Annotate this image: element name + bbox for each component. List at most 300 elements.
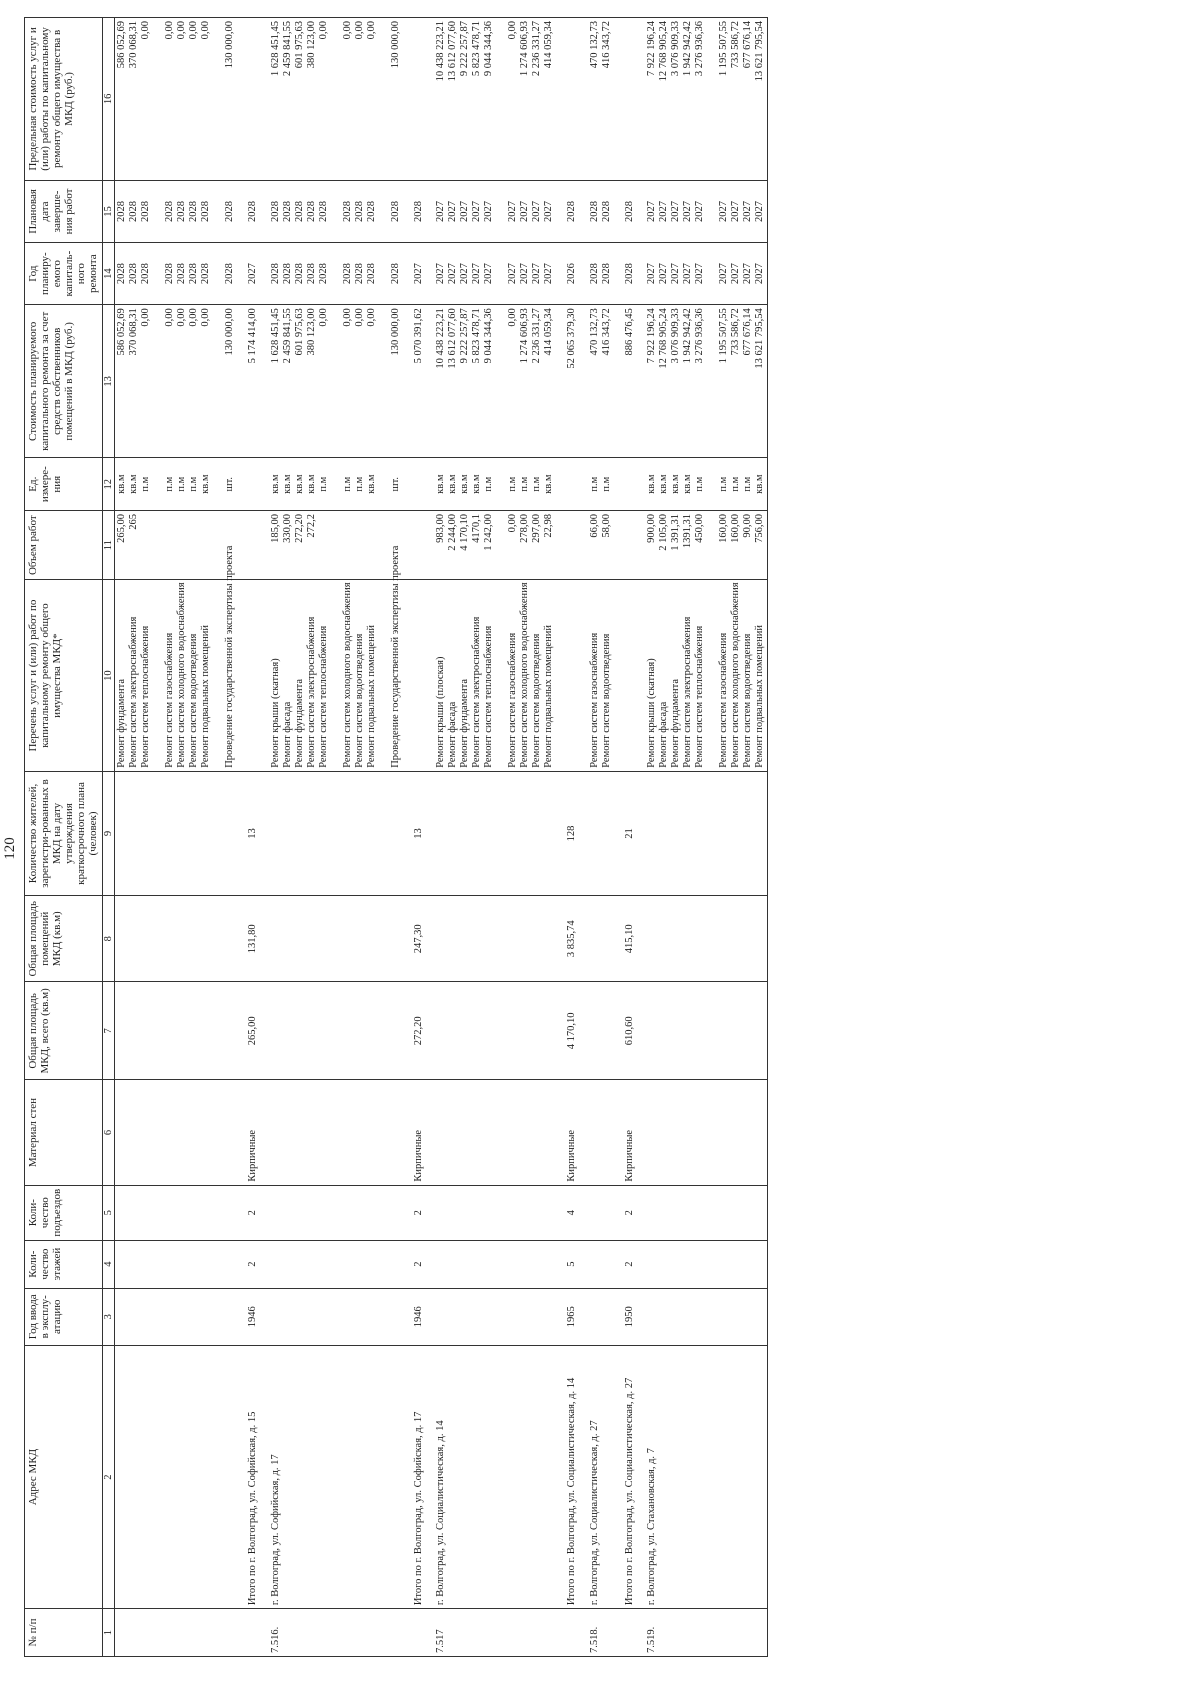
plan-year-cell-line: 2027 bbox=[694, 263, 706, 285]
volume-cell bbox=[556, 511, 588, 580]
empty-cell bbox=[115, 1609, 238, 1657]
unit-cell-line: кв.м bbox=[116, 474, 128, 494]
cost-cell-line bbox=[330, 308, 342, 454]
area-total-cell: 610,60 bbox=[614, 982, 646, 1080]
plan-year-cell-line: 2028 bbox=[588, 263, 600, 285]
end-year-cell-line bbox=[378, 184, 390, 239]
end-year-cell-line: 2028 bbox=[365, 200, 377, 222]
volume-cell-line: 2 105,00 bbox=[658, 514, 670, 551]
works-row bbox=[434, 18, 556, 1657]
volume-cell-line bbox=[495, 514, 507, 576]
works-cell bbox=[556, 580, 588, 771]
plan-year-cell-line: 2027 bbox=[435, 263, 447, 285]
plan-year-cell-line: 2028 bbox=[269, 263, 281, 285]
end-year-cell-line: 2027 bbox=[694, 200, 706, 222]
column-number: 12 bbox=[102, 458, 115, 511]
end-year-cell-line: 2028 bbox=[588, 200, 600, 222]
volume-cell-line: 90,00 bbox=[742, 514, 754, 538]
end-year-cell-line bbox=[706, 184, 718, 239]
end-year-cell-line: 2028 bbox=[389, 200, 401, 222]
plan-year-cell bbox=[434, 243, 556, 305]
column-number: 1 bbox=[102, 1609, 115, 1657]
end-year-cell bbox=[115, 180, 238, 242]
plan-year-cell-line: 2027 bbox=[658, 263, 670, 285]
limit-cell-line bbox=[152, 21, 164, 177]
limit-cell-line: 0,00 bbox=[341, 21, 353, 40]
cost-cell-line bbox=[495, 308, 507, 454]
cost-cell bbox=[115, 305, 238, 458]
volume-cell bbox=[237, 511, 269, 580]
works-cell-line bbox=[495, 583, 507, 767]
end-year-cell-line: 2028 bbox=[164, 200, 176, 222]
empty-cell bbox=[434, 982, 556, 1080]
num-cell bbox=[614, 1609, 646, 1657]
end-year-cell: 2028 bbox=[556, 180, 588, 242]
unit-cell-line: кв.м bbox=[128, 474, 140, 494]
limit-cell-line: 0,00 bbox=[507, 21, 519, 40]
end-year-cell-line: 2028 bbox=[293, 200, 305, 222]
volume-cell-line: 160,00 bbox=[718, 514, 730, 543]
end-year-cell: 2028 bbox=[403, 180, 435, 242]
cost-cell: 5 174 414,00 bbox=[237, 305, 269, 458]
end-year-cell-line: 2028 bbox=[305, 200, 317, 222]
end-year-cell-line: 2027 bbox=[543, 200, 555, 222]
volume-cell-line: 265 bbox=[128, 514, 140, 530]
column-header: Предельная стоимость услуг и (или) работы по капитальному ремонту общего имущества в МКД (руб.) bbox=[25, 18, 103, 181]
limit-cell-line: 9 044 344,36 bbox=[483, 21, 495, 77]
cost-cell-line: 0,00 bbox=[353, 308, 365, 327]
works-cell-line: Ремонт подвальных помещений bbox=[543, 625, 555, 768]
unit-cell-line bbox=[495, 461, 507, 507]
column-number: 2 bbox=[102, 1345, 115, 1608]
limit-cell-line: 3 276 936,36 bbox=[694, 21, 706, 77]
unit-cell-line bbox=[378, 461, 390, 507]
end-year-cell-line bbox=[330, 184, 342, 239]
cost-cell-line bbox=[152, 308, 164, 454]
limit-cell-line: 677 676,14 bbox=[742, 21, 754, 69]
cost-cell-line: 5 823 478,71 bbox=[471, 308, 483, 364]
column-header: № п/п bbox=[25, 1609, 103, 1657]
floors-cell: 2 bbox=[403, 1240, 435, 1288]
end-year-cell-line: 2028 bbox=[341, 200, 353, 222]
works-cell-line: Ремонт крыши (скатная) bbox=[269, 658, 281, 768]
area-total-cell: 4 170,10 bbox=[556, 982, 588, 1080]
residents-cell: 13 bbox=[237, 771, 269, 895]
cost-cell-line: 9 222 257,87 bbox=[459, 308, 471, 364]
unit-cell-line: кв.м bbox=[658, 474, 670, 494]
cost-cell-line: 0,00 bbox=[188, 308, 200, 327]
volume-cell-line bbox=[140, 514, 152, 576]
walls-cell: Кирпичные bbox=[614, 1080, 646, 1185]
end-year-cell-line: 2027 bbox=[531, 200, 543, 222]
unit-cell-line: п.м bbox=[341, 476, 353, 492]
works-cell-line bbox=[706, 583, 718, 767]
plan-year-cell bbox=[588, 243, 614, 305]
cost-cell-line: 586 052,69 bbox=[116, 308, 128, 356]
works-cell bbox=[434, 580, 556, 771]
plan-year-cell-line: 2027 bbox=[519, 263, 531, 285]
unit-cell-line: п.м bbox=[353, 476, 365, 492]
unit-cell-line bbox=[330, 461, 342, 507]
column-number: 15 bbox=[102, 180, 115, 242]
works-cell bbox=[645, 580, 768, 771]
column-number: 6 bbox=[102, 1080, 115, 1185]
area-total-cell: 265,00 bbox=[237, 982, 269, 1080]
end-year-cell-line: 2027 bbox=[754, 200, 766, 222]
plan-year-cell-line: 2028 bbox=[281, 263, 293, 285]
column-header: Количество жителей, зарегистри-рованных в МКД на дату утверждения краткосрочного плана (человек) bbox=[25, 771, 103, 895]
address-cell: Итого по г. Волгоград, ул. Софийская, д. 15 bbox=[237, 1345, 269, 1608]
cost-cell-line: 2 236 331,27 bbox=[531, 308, 543, 364]
limit-cell-line: 733 586,72 bbox=[730, 21, 742, 69]
empty-cell bbox=[434, 1185, 556, 1240]
cost-cell-line: 1 628 451,45 bbox=[269, 308, 281, 364]
works-cell bbox=[269, 545, 403, 771]
end-year-cell-line: 2028 bbox=[269, 200, 281, 222]
address-cell: г. Волгоград, ул. Социалистическая, д. 27 bbox=[588, 1345, 614, 1608]
walls-cell: Кирпичные bbox=[403, 1080, 435, 1185]
unit-cell-line: кв.м bbox=[200, 474, 212, 494]
unit-cell-line: кв.м bbox=[459, 474, 471, 494]
unit-cell bbox=[434, 458, 556, 511]
limit-cell bbox=[614, 18, 646, 181]
cost-cell-line: 2 459 841,55 bbox=[281, 308, 293, 364]
works-cell-line: Ремонт систем электроснабжения bbox=[305, 616, 317, 768]
empty-cell bbox=[645, 1240, 768, 1288]
works-cell-line: Ремонт систем теплоснабжения bbox=[140, 625, 152, 768]
num-cell bbox=[403, 1609, 435, 1657]
limit-cell-line: 13 612 077,60 bbox=[447, 21, 459, 82]
end-year-cell-line: 2027 bbox=[670, 200, 682, 222]
works-cell-line: Ремонт систем холодного водоснабжения bbox=[730, 582, 742, 768]
floors-cell: 2 bbox=[614, 1240, 646, 1288]
address-cell: Итого по г. Волгоград, ул. Социалистическая, д. 14 bbox=[556, 1345, 588, 1608]
unit-cell-line: шт. bbox=[224, 476, 236, 492]
plan-year-cell-line: 2028 bbox=[176, 263, 188, 285]
limit-cell-line: 5 823 478,71 bbox=[471, 21, 483, 77]
unit-cell-line: кв.м bbox=[447, 474, 459, 494]
cost-cell-line: 470 132,73 bbox=[588, 308, 600, 356]
plan-year-cell: 2027 bbox=[237, 243, 269, 305]
year-cell: 1965 bbox=[556, 1288, 588, 1345]
volume-cell-line: 4170,1 bbox=[471, 514, 483, 543]
works-cell-line: Ремонт систем электроснабжения bbox=[128, 616, 140, 768]
plan-year-cell-line: 2027 bbox=[459, 263, 471, 285]
works-cell-line: Ремонт систем холодного водоснабжения bbox=[176, 582, 188, 768]
empty-cell bbox=[588, 1185, 614, 1240]
volume-cell-line: 297,00 bbox=[531, 514, 543, 543]
num-cell: 7.518. bbox=[588, 1609, 614, 1657]
column-number: 8 bbox=[102, 896, 115, 982]
works-cell-line: Ремонт систем водоотведения bbox=[531, 633, 543, 768]
column-number: 13 bbox=[102, 305, 115, 458]
limit-cell-line: 0,00 bbox=[188, 21, 200, 40]
empty-cell bbox=[434, 1080, 556, 1185]
capital-repair-table bbox=[24, 17, 768, 1657]
column-header: Коли-чество этажей bbox=[25, 1240, 103, 1288]
works-cell-line: Ремонт фундамента bbox=[670, 678, 682, 768]
end-year-cell bbox=[434, 180, 556, 242]
plan-year-cell-line: 2027 bbox=[646, 263, 658, 285]
unit-cell-line: кв.м bbox=[543, 474, 555, 494]
cost-cell-line: 1 942 942,42 bbox=[682, 308, 694, 364]
end-year-cell-line: 2027 bbox=[471, 200, 483, 222]
limit-cell-line: 2 459 841,55 bbox=[281, 21, 293, 77]
works-cell-line bbox=[330, 583, 342, 767]
end-year-cell-line bbox=[212, 184, 224, 239]
empty-cell bbox=[269, 1288, 403, 1345]
volume-cell-line: 1391,31 bbox=[682, 514, 694, 549]
volume-cell-line bbox=[164, 514, 176, 576]
unit-cell-line: кв.м bbox=[281, 474, 293, 494]
num-cell: 7.517 bbox=[434, 1609, 556, 1657]
end-year-cell-line: 2027 bbox=[519, 200, 531, 222]
cost-cell-line: 13 612 077,60 bbox=[447, 308, 459, 369]
limit-cell-line: 380 123,00 bbox=[305, 21, 317, 69]
limit-cell-line: 0,00 bbox=[317, 21, 329, 40]
year-cell: 1946 bbox=[403, 1288, 435, 1345]
plan-year-cell-line: 2028 bbox=[116, 263, 128, 285]
total-row bbox=[403, 18, 435, 1657]
cost-cell-line: 370 068,31 bbox=[128, 308, 140, 356]
end-year-cell-line: 2027 bbox=[742, 200, 754, 222]
entrances-cell: 2 bbox=[403, 1185, 435, 1240]
empty-cell bbox=[645, 896, 768, 982]
volume-cell-line bbox=[706, 514, 718, 576]
empty-cell bbox=[115, 1185, 238, 1240]
limit-cell-line: 586 052,69 bbox=[116, 21, 128, 69]
empty-cell bbox=[269, 771, 403, 895]
num-cell: 7.516. bbox=[269, 1609, 403, 1657]
empty-cell bbox=[645, 1288, 768, 1345]
area-total-cell: 272,20 bbox=[403, 982, 435, 1080]
plan-year-cell: 2027 bbox=[403, 243, 435, 305]
unit-cell-line: п.м bbox=[531, 476, 543, 492]
works-cell bbox=[403, 580, 435, 771]
unit-cell-line: кв.м bbox=[435, 474, 447, 494]
works-cell bbox=[614, 580, 646, 771]
cost-cell-line: 0,00 bbox=[200, 308, 212, 327]
volume-cell-line bbox=[188, 514, 200, 576]
limit-cell-line: 9 222 257,87 bbox=[459, 21, 471, 77]
column-header: Объем работ bbox=[25, 511, 103, 580]
cost-cell-line: 380 123,00 bbox=[305, 308, 317, 356]
works-row bbox=[645, 18, 768, 1657]
unit-cell-line: кв.м bbox=[670, 474, 682, 494]
end-year-cell-line: 2027 bbox=[435, 200, 447, 222]
volume-cell-line: 278,00 bbox=[519, 514, 531, 543]
end-year-cell-line: 2028 bbox=[116, 200, 128, 222]
limit-cell-line: 130 000,00 bbox=[224, 21, 236, 69]
works-cell-line: Ремонт фасада bbox=[281, 701, 293, 768]
empty-cell bbox=[115, 1240, 238, 1288]
cost-cell-line bbox=[706, 308, 718, 454]
plan-year-cell-line: 2028 bbox=[365, 263, 377, 285]
unit-cell bbox=[115, 458, 238, 511]
limit-cell-line: 0,00 bbox=[164, 21, 176, 40]
works-cell-line: Ремонт подвальных помещений bbox=[200, 625, 212, 768]
empty-cell bbox=[269, 896, 403, 982]
column-number: 3 bbox=[102, 1288, 115, 1345]
plan-year-cell-line bbox=[330, 246, 342, 301]
cost-cell-line: 0,00 bbox=[341, 308, 353, 327]
limit-cell-line: 7 922 196,24 bbox=[646, 21, 658, 77]
unit-cell bbox=[588, 458, 614, 511]
volume-cell-line bbox=[354, 514, 366, 576]
unit-cell-line: п.м bbox=[140, 476, 152, 492]
address-cell: г. Волгоград, ул. Софийская, д. 17 bbox=[269, 1345, 403, 1608]
works-cell-line: Ремонт систем водоотведения bbox=[600, 633, 612, 768]
end-year-cell-line: 2028 bbox=[281, 200, 293, 222]
plan-year-cell bbox=[115, 243, 238, 305]
plan-year-cell-line: 2027 bbox=[670, 263, 682, 285]
unit-cell-line: п.м bbox=[507, 476, 519, 492]
entrances-cell: 4 bbox=[556, 1185, 588, 1240]
limit-cell-line bbox=[495, 21, 507, 177]
unit-cell-line: п.м bbox=[694, 476, 706, 492]
plan-year-cell-line: 2027 bbox=[742, 263, 754, 285]
total-row bbox=[237, 18, 269, 1657]
empty-cell bbox=[115, 1288, 238, 1345]
works-cell-line: Проведение государственной экспертизы проекта bbox=[224, 545, 236, 768]
unit-cell-line: п.м bbox=[730, 476, 742, 492]
address-cell: г. Волгоград, ул. Социалистическая, д. 14 bbox=[434, 1345, 556, 1608]
limit-cell-line: 10 438 223,21 bbox=[435, 21, 447, 82]
volume-cell-line: 450,00 bbox=[694, 514, 706, 543]
unit-cell-line: кв.м bbox=[269, 474, 281, 494]
unit-cell-line: п.м bbox=[519, 476, 531, 492]
column-header: Год ввода в эксплу-атацию bbox=[25, 1288, 103, 1345]
cost-cell-line: 0,00 bbox=[164, 308, 176, 327]
column-number: 10 bbox=[102, 580, 115, 771]
end-year-cell bbox=[588, 180, 614, 242]
works-cell-line: Ремонт систем водоотведения bbox=[353, 633, 365, 768]
volume-cell bbox=[115, 511, 238, 580]
unit-cell-line: п.м bbox=[600, 476, 612, 492]
volume-cell-line: 983,00 bbox=[435, 514, 447, 543]
limit-cell-line: 0,00 bbox=[200, 21, 212, 40]
end-year-cell-line: 2028 bbox=[140, 200, 152, 222]
cost-cell-line: 1 274 606,93 bbox=[519, 308, 531, 364]
limit-cell-line: 1 195 507,55 bbox=[718, 21, 730, 77]
cost-cell-line: 677 676,14 bbox=[742, 308, 754, 356]
limit-cell-line: 0,00 bbox=[176, 21, 188, 40]
plan-year-cell-line bbox=[706, 246, 718, 301]
plan-year-cell-line: 2028 bbox=[353, 263, 365, 285]
volume-cell-line: 1 242,00 bbox=[483, 514, 495, 551]
volume-cell-line: 185,00 bbox=[269, 514, 281, 543]
volume-cell-line: 272,2 bbox=[305, 514, 317, 538]
empty-cell bbox=[645, 1080, 768, 1185]
unit-cell-line: кв.м bbox=[305, 474, 317, 494]
volume-cell bbox=[614, 511, 646, 580]
end-year-cell-line: 2028 bbox=[128, 200, 140, 222]
limit-cell-line bbox=[212, 21, 224, 177]
end-year-cell-line: 2028 bbox=[176, 200, 188, 222]
plan-year-cell-line: 2028 bbox=[341, 263, 353, 285]
limit-cell-line bbox=[330, 21, 342, 177]
volume-cell bbox=[434, 511, 556, 580]
area-rooms-cell: 3 835,74 bbox=[556, 896, 588, 982]
unit-cell-line bbox=[706, 461, 718, 507]
works-cell-line: Ремонт фундамента bbox=[459, 678, 471, 768]
works-cell-line: Ремонт систем теплоснабжения bbox=[483, 625, 495, 768]
limit-cell bbox=[556, 18, 588, 181]
num-cell bbox=[237, 1609, 269, 1657]
limit-cell-line bbox=[378, 21, 390, 177]
volume-cell-line: 272,20 bbox=[293, 514, 305, 543]
cost-cell-line: 3 076 909,33 bbox=[670, 308, 682, 364]
unit-cell bbox=[645, 458, 768, 511]
area-rooms-cell: 415,10 bbox=[614, 896, 646, 982]
volume-cell bbox=[645, 511, 768, 580]
walls-cell: Кирпичные bbox=[237, 1080, 269, 1185]
plan-year-cell-line: 2027 bbox=[483, 263, 495, 285]
plan-year-cell-line: 2028 bbox=[224, 263, 236, 285]
unit-cell-line: кв.м bbox=[365, 474, 377, 494]
empty-cell bbox=[115, 896, 238, 982]
limit-cell-line: 0,00 bbox=[140, 21, 152, 40]
column-header: Адрес МКД bbox=[25, 1345, 103, 1608]
empty-cell bbox=[434, 1288, 556, 1345]
cost-cell-line: 1 195 507,55 bbox=[718, 308, 730, 364]
plan-year-cell-line bbox=[212, 246, 224, 301]
empty-cell bbox=[588, 982, 614, 1080]
volume-cell-line: 4 170,10 bbox=[459, 514, 471, 551]
table-body bbox=[115, 18, 768, 1657]
plan-year-cell-line bbox=[152, 246, 164, 301]
limit-cell-line: 3 076 909,33 bbox=[670, 21, 682, 77]
plan-year-cell-line: 2028 bbox=[164, 263, 176, 285]
empty-cell bbox=[434, 771, 556, 895]
empty-cell bbox=[115, 982, 238, 1080]
plan-year-cell-line: 2028 bbox=[200, 263, 212, 285]
floors-cell: 2 bbox=[237, 1240, 269, 1288]
column-number: 4 bbox=[102, 1240, 115, 1288]
cost-cell-line: 416 343,72 bbox=[600, 308, 612, 356]
plan-year-cell-line: 2027 bbox=[682, 263, 694, 285]
works-cell-line: Ремонт систем холодного водоснабжения bbox=[519, 582, 531, 768]
end-year-cell-line: 2027 bbox=[718, 200, 730, 222]
volume-cell-line bbox=[366, 514, 378, 576]
plan-year-cell-line: 2027 bbox=[471, 263, 483, 285]
limit-cell-line: 13 621 795,54 bbox=[754, 21, 766, 82]
limit-cell bbox=[115, 18, 238, 181]
area-rooms-cell: 247,30 bbox=[403, 896, 435, 982]
plan-year-cell-line: 2027 bbox=[543, 263, 555, 285]
plan-year-cell-line: 2028 bbox=[389, 263, 401, 285]
address-cell: Итого по г. Волгоград, ул. Социалистическая, д. 27 bbox=[614, 1345, 646, 1608]
floors-cell: 5 bbox=[556, 1240, 588, 1288]
end-year-cell: 2028 bbox=[237, 180, 269, 242]
column-number: 5 bbox=[102, 1185, 115, 1240]
volume-cell bbox=[403, 511, 435, 580]
limit-cell-line: 416 343,72 bbox=[600, 21, 612, 69]
volume-cell-line: 66,00 bbox=[588, 514, 600, 538]
column-header: Общая площадь МКД, всего (кв.м) bbox=[25, 982, 103, 1080]
plan-year-cell-line: 2027 bbox=[718, 263, 730, 285]
empty-cell bbox=[269, 1080, 403, 1185]
plan-year-cell-line: 2028 bbox=[305, 263, 317, 285]
unit-cell-line: шт. bbox=[389, 476, 401, 492]
unit-cell-line: кв.м bbox=[754, 474, 766, 494]
volume-cell-line bbox=[378, 514, 390, 576]
page-number: 120 bbox=[2, 837, 18, 860]
limit-cell bbox=[237, 18, 269, 181]
plan-year-cell-line: 2027 bbox=[447, 263, 459, 285]
works-cell-line: Ремонт крыши (скатная) bbox=[646, 658, 658, 768]
cost-cell-line: 733 586,72 bbox=[730, 308, 742, 356]
